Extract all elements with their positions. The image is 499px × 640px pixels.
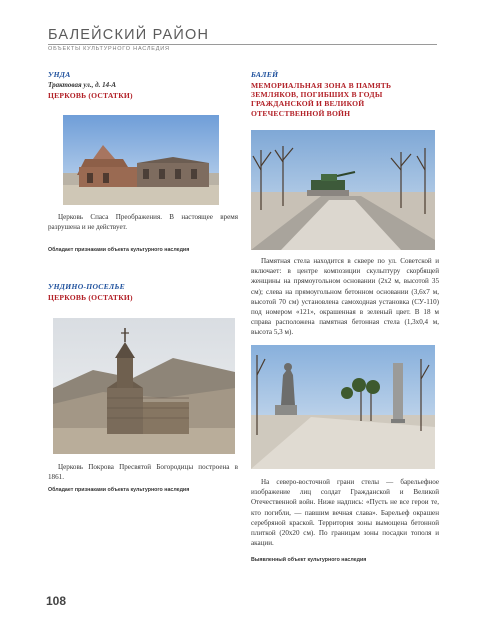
status-memorial: Выявленный объект культурного наследия <box>251 557 367 564</box>
memorial-paragraph-2: На северо-восточной грани стелы — барельефное изображение лиц солдат Гражданской и Великой Отечественной войн. Ниже надпись: «Пусть не все герои те, кто погибли, — павшим вечная слава». Барельеф окрашен серебряной краской. Территория зоны вымощена бетонной плиткой (20х20 см). По границам зоны посадки тополя и акации. <box>251 478 439 548</box>
memorial-paragraph-1: Памятная стела находится в сквере по ул. Советской и включает: в центре композиции скульптуру скорбящей женщины на прямоугольном основании (2х2 м, высотой 35 см); слева на прямоугольном бетонном основании (3,6х7 м, высотой 70 см) установлена самоходная установка (СУ-110) под номером «121», окрашенная в зеленый цвет. В 18 м справа расположена памятная бетонная стела (1,3х0,4 м, высота 5,3 м). <box>251 257 439 337</box>
photo-memorial-stela <box>251 345 435 469</box>
place-name-unda: УНДА <box>48 70 71 79</box>
object-title-memorial: МЕМОРИАЛЬНАЯ ЗОНА В ПАМЯТЬ ЗЕМЛЯКОВ, ПОГИБШИХ В ГОДЫ ГРАЖДАНСКОЙ И ВЕЛИКОЙ ОТЕЧЕСТВЕННОЙ ВОЙН <box>251 81 392 118</box>
status-unda: Обладает признаками объекта культурного наследия <box>48 247 190 254</box>
photo-wooden-church-undino-posele <box>53 318 235 454</box>
running-header-subtitle: ОБЪЕКТЫ КУЛЬТУРНОГО НАСЛЕДИЯ <box>48 46 170 52</box>
address-unda: Трактовая ул., д. 14-А <box>48 81 117 89</box>
page-number: 108 <box>46 594 67 608</box>
right-column-heading <box>251 70 439 118</box>
photo-ruined-church-unda <box>63 115 219 205</box>
running-header-title: БАЛЕЙСКИЙ РАЙОН <box>48 27 210 43</box>
status-undino-posele: Обладает признаками объекта культурного наследия <box>48 487 190 494</box>
left-entry1-text <box>48 212 238 253</box>
left-entry2-heading <box>48 282 238 302</box>
photo-memorial-park <box>251 130 435 250</box>
object-title-undino-posele: ЦЕРКОВЬ (ОСТАТКИ) <box>48 293 133 302</box>
right-paragraph2-block <box>251 477 439 563</box>
place-name-balei: БАЛЕЙ <box>251 70 279 79</box>
description-unda: Церковь Спаса Преображения. В настоящее время разрушена и не действует. <box>48 213 238 232</box>
object-title-unda: ЦЕРКОВЬ (ОСТАТКИ) <box>48 91 133 100</box>
left-column <box>48 70 238 100</box>
place-name-undino-posele: УНДИНО-ПОСЕЛЬЕ <box>48 282 126 291</box>
left-entry2-text <box>48 462 238 493</box>
description-undino-posele: Церковь Покрова Пресвятой Богородицы построена в 1861. <box>48 463 238 482</box>
header-rule <box>48 44 437 45</box>
right-paragraph1-block <box>251 256 439 338</box>
